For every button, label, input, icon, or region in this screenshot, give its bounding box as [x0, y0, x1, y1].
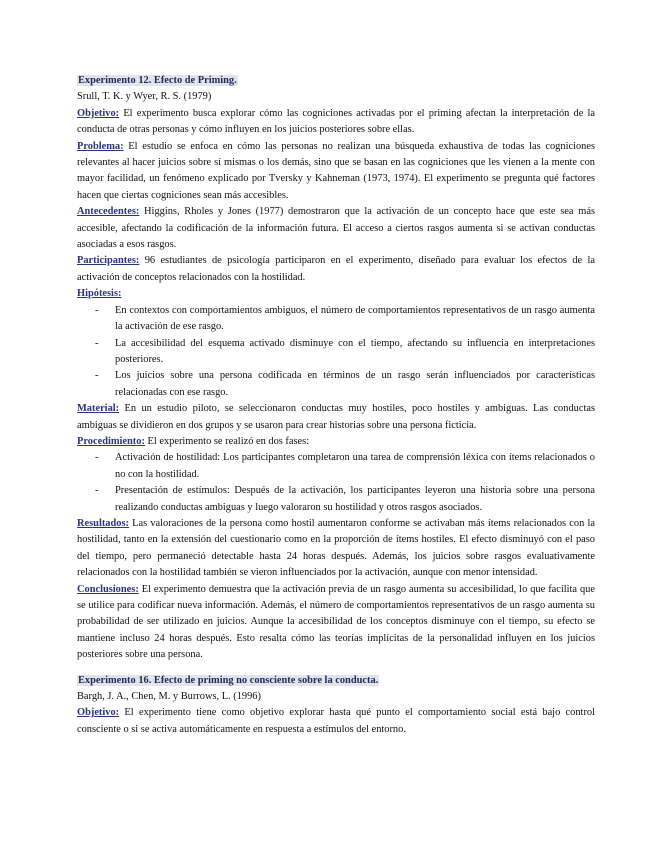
experiment-12-title: Experimento 12. Efecto de Priming.	[78, 75, 237, 86]
material-text: En un estudio piloto, se seleccionaron conductas muy hostiles, poco hostiles y ambiguas. Las conductas ambiguas se dividieron en dos grupos y se usaron para crear historias sobre una persona ficticia.	[77, 403, 595, 431]
section-spacer	[77, 664, 595, 673]
procedimiento-label: Procedimiento:	[77, 435, 145, 447]
hipotesis-item: En contextos con comportamientos ambiguos, el número de comportamientos representativos de un rasgo aumenta la activación de ese rasgo.	[115, 304, 595, 333]
problema-paragraph	[77, 139, 595, 205]
list-item	[77, 450, 595, 483]
experiment-12	[77, 73, 595, 664]
experiment-12-title-line	[77, 73, 595, 89]
dash-bullet: -	[95, 370, 99, 382]
objetivo-paragraph	[77, 106, 595, 139]
experiment-16-title: Experimento 16. Efecto de priming no consciente sobre la conducta.	[78, 674, 379, 686]
objetivo-16-paragraph	[77, 705, 595, 738]
antecedentes-label: Antecedentes:	[77, 206, 140, 218]
resultados-text: Las valoraciones de la persona como hostil aumentaron conforme se activaban más ítems relacionados con la hostilidad, tanto en la extensión del cuestionario como en la proporción de ítems hostiles. El efecto disminuyó con el paso del tiempo, pero permaneció detectable hasta 24 horas después. Además, los juicios sobre rasgos evaluativamente relacionados con la hostilidad también se vieron influenciados por la activación, aunque con menor intensidad.	[77, 517, 595, 579]
hipotesis-item: Los juicios sobre una persona codificada en términos de un rasgo serán influenciados por características relacionadas con ese rasgo.	[115, 370, 595, 398]
material-paragraph	[77, 401, 595, 434]
dash-bullet: -	[95, 337, 99, 349]
list-item	[77, 303, 595, 336]
experiment-12-authors: Srull, T. K. y Wyer, R. S. (1979)	[77, 91, 212, 103]
conclusiones-text: El experimento demuestra que la activación previa de un rasgo aumenta su accesibilidad, lo que facilita que se utilice para codificar nueva información. Además, el número de comportamientos representativos de un rasgo aumenta su probabilidad de ser utilizado en juicios. Aunque la accesibilidad de los conceptos disminuye con el tiempo, su efecto se mantiene incluso 24 horas después. Esto resalta cómo las teorías implícitas de la personalidad influyen en los juicios posteriores sobre una persona.	[77, 583, 595, 661]
experiment-16-title-line	[77, 673, 595, 689]
procedimiento-text: El experimento se realizó en dos fases:	[144, 435, 310, 447]
dash-bullet: -	[95, 452, 99, 464]
antecedentes-text: Higgins, Rholes y Jones (1977) demostraron que la activación de un concepto hace que este sea más accesible, afectando la codificación de la información futura. El acceso a ciertos rasgos aumenta si se activan conductas asociadas a esos rasgos.	[77, 206, 595, 251]
antecedentes-paragraph	[77, 204, 595, 253]
problema-label: Problema:	[77, 140, 124, 152]
dash-bullet: -	[95, 304, 99, 316]
material-label: Material:	[77, 403, 120, 415]
participantes-label: Participantes:	[77, 255, 140, 267]
dash-bullet: -	[95, 485, 99, 497]
resultados-label: Resultados:	[77, 517, 129, 529]
problema-text: El estudio se enfoca en cómo las personas no realizan una búsqueda exhaustiva de todas las cogniciones relevantes al hacer juicios sobre sí mismas o los demás, sino que se basan en las cogniciones que les vienen a la mente con mayor facilidad, un fenómeno explicado por Tversky y Kahneman (1973, 1974). El experimento se pregunta qué factores hacen que ciertas cogniciones sean más accesibles.	[77, 140, 595, 201]
objetivo-16-label: Objetivo:	[77, 707, 120, 719]
procedimiento-paragraph	[77, 434, 595, 450]
fase-item: Presentación de estímulos: Después de la activación, los participantes leyeron una historia sobre una persona realizando conductas ambiguas y luego valoraron su hostilidad y otros rasgos asociados.	[115, 485, 595, 513]
hipotesis-heading-line	[77, 286, 595, 302]
list-item	[77, 368, 595, 401]
objetivo-label: Objetivo:	[77, 107, 120, 119]
participantes-text: 96 estudiantes de psicología participaron en el experimento, diseñado para evaluar los efectos de la activación de conceptos relacionados con la hostilidad.	[77, 255, 595, 283]
hipotesis-item: La accesibilidad del esquema activado disminuye con el tiempo, afectando su influencia en interpretaciones posteriores.	[115, 337, 595, 365]
participantes-paragraph	[77, 253, 595, 286]
resultados-paragraph	[77, 516, 595, 582]
hipotesis-list	[77, 303, 595, 401]
conclusiones-label: Conclusiones:	[77, 583, 139, 595]
experiment-16-authors: Bargh, J. A., Chen, M. y Burrows, L. (1996)	[77, 691, 261, 703]
list-item	[77, 336, 595, 369]
list-item	[77, 483, 595, 516]
fases-list	[77, 450, 595, 516]
objetivo-text: El experimento busca explorar cómo las cogniciones activadas por el priming afectan la interpretación de la conducta de otras personas y cómo influyen en los juicios posteriores sobre ellas.	[77, 107, 595, 136]
fase-item: Activación de hostilidad: Los participantes completaron una tarea de comprensión léxica con ítems relacionados o no con la hostilidad.	[115, 452, 595, 480]
objetivo-16-text: El experimento tiene como objetivo explorar hasta qué punto el comportamiento social está bajo control consciente o si se activa automáticamente en respuesta a estímulos del entorno.	[77, 707, 595, 735]
conclusiones-paragraph	[77, 582, 595, 664]
hipotesis-label: Hipótesis:	[77, 288, 122, 300]
experiment-16	[77, 673, 595, 739]
